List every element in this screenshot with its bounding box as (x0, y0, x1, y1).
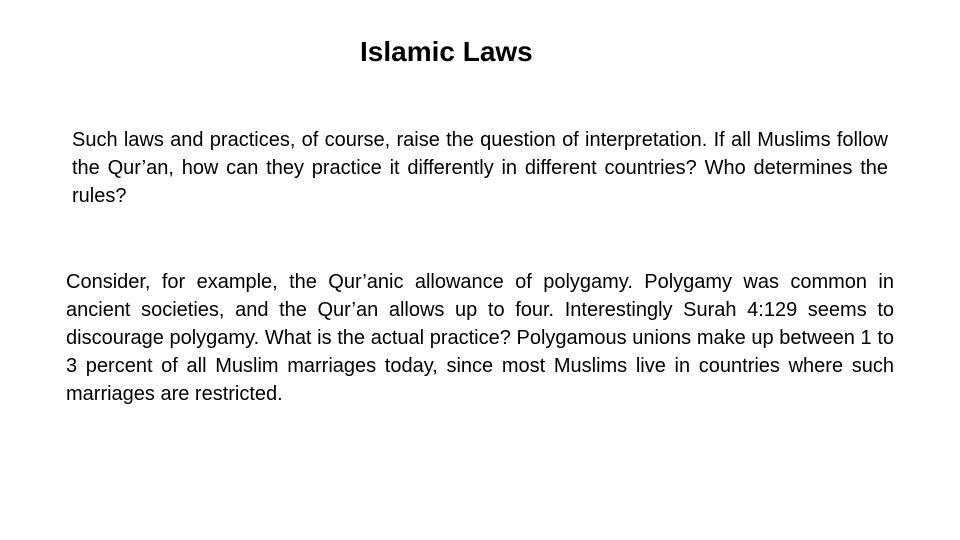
paragraph-polygamy: Consider, for example, the Qur’anic allowance of polygamy. Polygamy was common in ancient societies, and the Qur’an allows up to four. Interestingly Surah 4:129 seems to discourage polygamy. What is the actual practice? Polygamous unions make up between 1 to 3 percent of all Muslim marriages today, since most Muslims live in countries where such marriages are restricted. (66, 271, 894, 405)
paragraph-interpretation: Such laws and practices, of course, raise the question of interpretation. If all Muslims follow the Qur’an, how can they practice it differently in different countries? Who determines the rules? (72, 129, 888, 207)
slide-title: Islamic Laws (360, 36, 533, 67)
